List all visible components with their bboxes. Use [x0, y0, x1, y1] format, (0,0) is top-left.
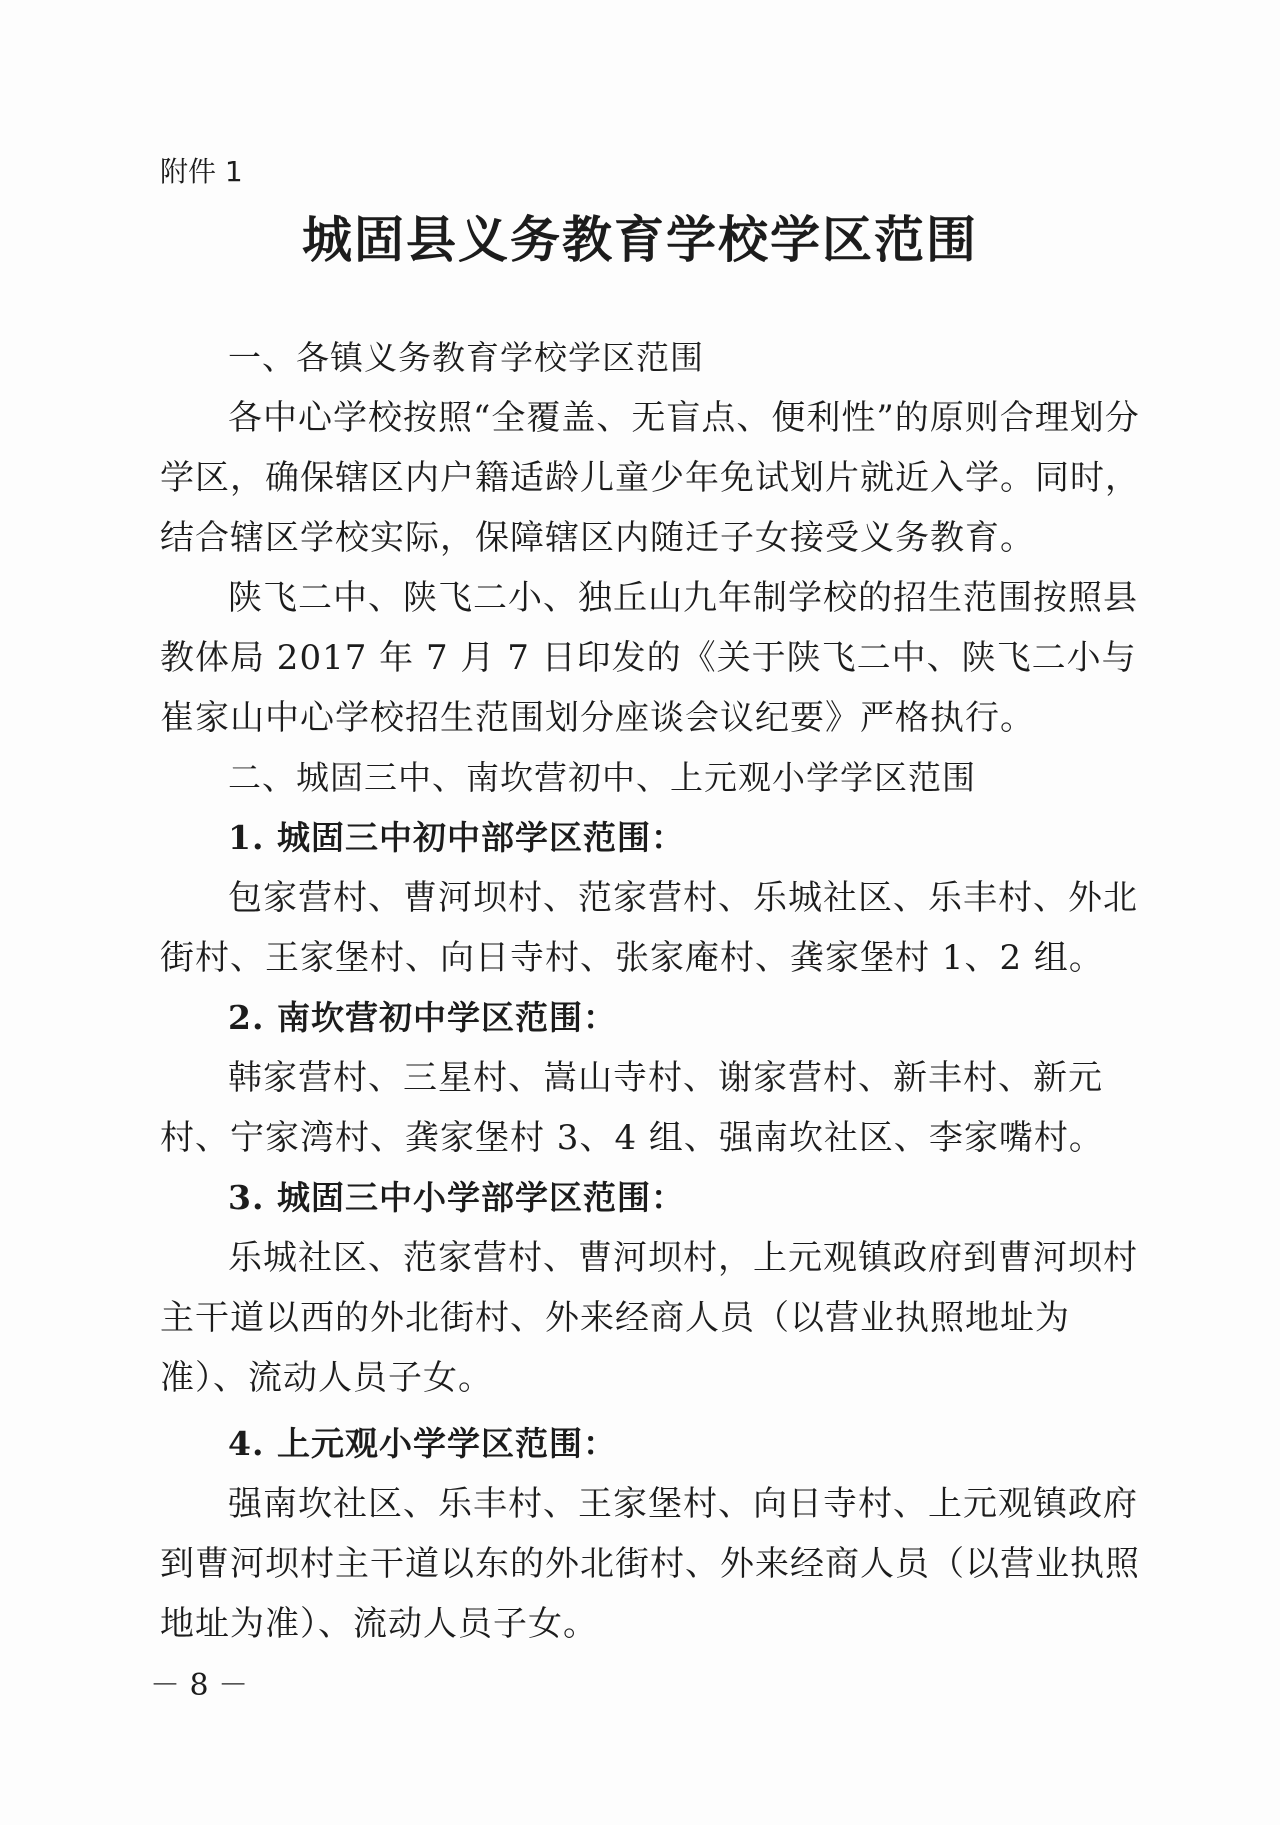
- item-1-heading: 1. 城固三中初中部学区范围：: [228, 818, 685, 857]
- item-4-text: 强南坎社区、乐丰村、王家堡村、向日寺村、上元观镇政府到曹河坝村主干道以东的外北街村、外来经商人员（以营业执照地址为准）、流动人员子女。: [160, 1484, 1140, 1644]
- item-4-heading: 4. 上元观小学学区范围：: [228, 1424, 617, 1463]
- item-2-text: 韩家营村、三星村、嵩山寺村、谢家营村、新丰村、新元村、宁家湾村、龚家堡村 3、4 组、强南坎社区、李家嘴村。: [160, 1058, 1104, 1158]
- section-1-paragraph-2: 陕飞二中、陕飞二小、独丘山九年制学校的招生范围按照县教体局 2017 年 7 月 7 日印发的《关于陕飞二中、陕飞二小与崔家山中心学校招生范围划分座谈会议纪要》严格执行。: [160, 578, 1138, 738]
- item-3-heading: 3. 城固三中小学部学区范围：: [228, 1178, 685, 1217]
- page-number: － 8 －: [150, 1668, 249, 1703]
- item-1-text: 包家营村、曹河坝村、范家营村、乐城社区、乐丰村、外北街村、王家堡村、向日寺村、张家庵村、龚家堡村 1、2 组。: [160, 878, 1138, 978]
- section-1-heading: 一、各镇义务教育学校学区范围: [228, 338, 704, 377]
- item-3-text: 乐城社区、范家营村、曹河坝村，上元观镇政府到曹河坝村主干道以西的外北街村、外来经商人员（以营业执照地址为准）、流动人员子女。: [160, 1238, 1138, 1398]
- item-2-heading: 2. 南坎营初中学区范围：: [228, 998, 617, 1037]
- attachment-label: 附件 1: [160, 155, 243, 188]
- document-body: [160, 328, 1140, 1654]
- document-title: 城固县义务教育学校学区范围: [302, 210, 978, 269]
- section-1-paragraph-1: 各中心学校按照“全覆盖、无盲点、便利性”的原则合理划分学区，确保辖区内户籍适龄儿童少年免试划片就近入学。同时，结合辖区学校实际，保障辖区内随迁子女接受义务教育。: [160, 398, 1140, 558]
- section-2-heading: 二、城固三中、南坎营初中、上元观小学学区范围: [228, 758, 976, 797]
